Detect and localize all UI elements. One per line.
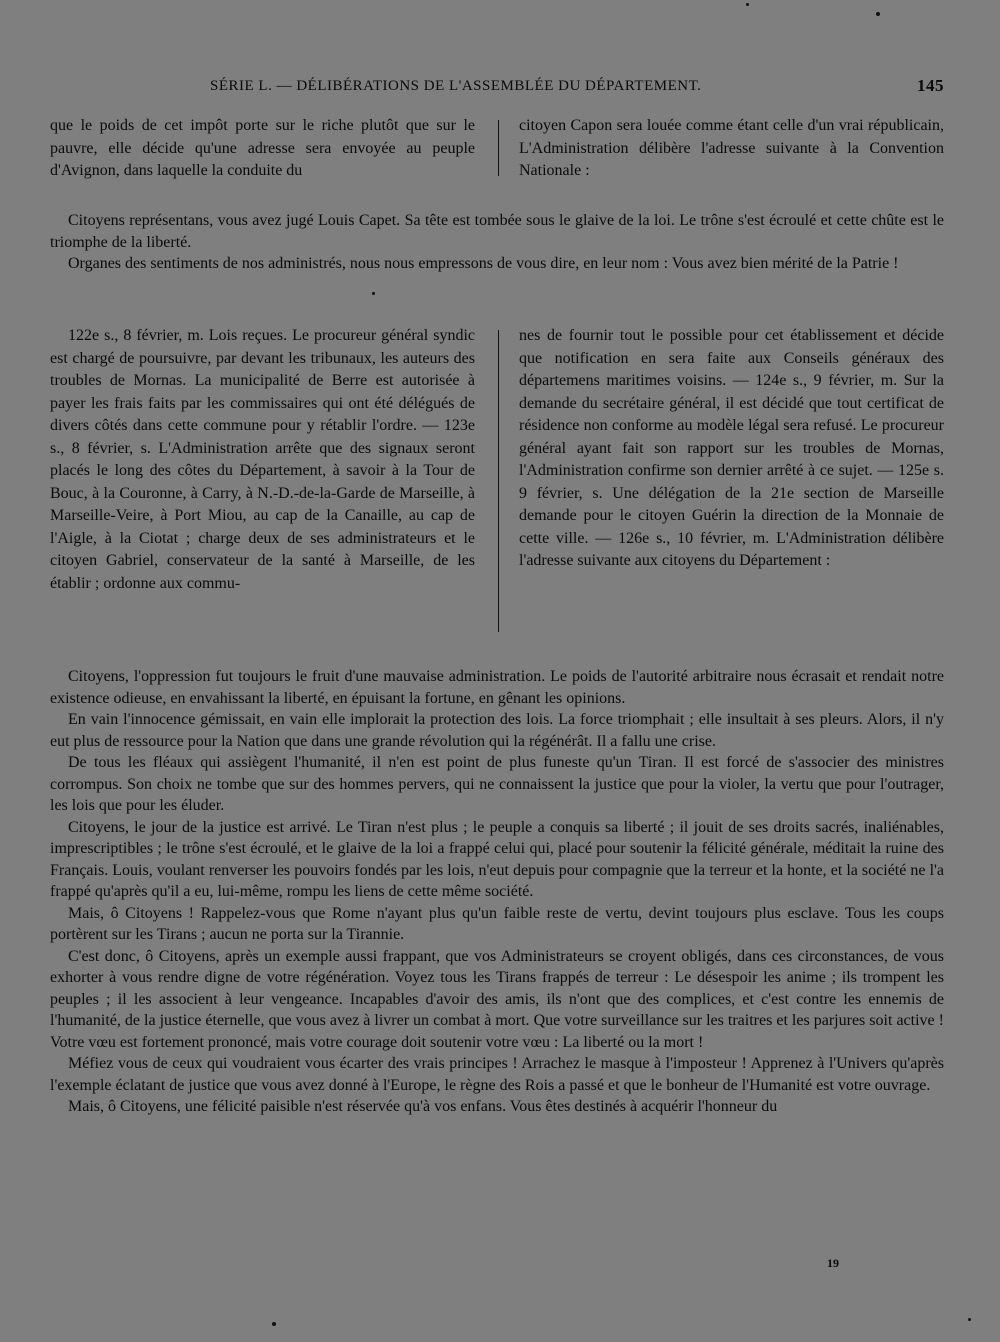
section-1-columns (50, 115, 944, 183)
address-1-paragraph: Citoyens représentans, vous avez jugé Louis Capet. Sa tête est tombée sous le glaive de la loi. Le trône s'est écroulé et cette chûte est le triomphe de la liberté. (50, 212, 944, 251)
section-2-right-column (519, 325, 944, 595)
address-2-paragraph: Méfiez vous de ceux qui voudraient vous écarter des vrais principes ! Arrachez le masque à l'imposteur ! Apprenez à l'Univers qu'après l'exemple éclatant de justice que vous avez donné à l'Europe, le règne des Rois a passé et que le bonheur de l'Humanité est votre ouvrage. (50, 1055, 944, 1094)
section-1-left-column (50, 115, 475, 183)
section-2-left-column (50, 325, 475, 595)
section-1-right-column (519, 115, 944, 183)
address-2-paragraph: Mais, ô Citoyens ! Rappelez-vous que Rome n'ayant plus qu'un faible reste de vertu, devint toujours plus esclave. Tous les coups portèrent sur les Tirans ; aucun ne porta sur la Tirannie. (50, 904, 944, 943)
address-2-paragraph: Mais, ô Citoyens, une félicité paisible n'est réservée qu'à vos enfans. Vous êtes destinés à acquérir l'honneur du (68, 1098, 778, 1115)
address-2-paragraph: Citoyens, l'oppression fut toujours le fruit d'une mauvaise administration. Le poids de l'autorité arbitraire nous écrasait et rendait notre existence odieuse, en envahissant la liberté, en épuisant la fortune, en gênant les opinions. (50, 668, 944, 707)
address-1-paragraph: Organes des sentiments de nos administrés, nous nous empressons de vous dire, en leur nom : Vous avez bien mérité de la Patrie ! (68, 255, 899, 272)
section-1-right-text: citoyen Capon sera louée comme étant celle d'un vrai républicain, L'Administration délibère l'adresse suivante à la Convention Nationale : (519, 117, 944, 179)
address-2-paragraph: En vain l'innocence gémissait, en vain elle implorait la protection des lois. La force triomphait ; elle insultait à ses pleurs. Alors, il n'y eut plus de ressource pour la Nation que dans une grande révolution qui la régénérât. Il a fallu une crise. (50, 711, 944, 750)
section-1-left-text: que le poids de cet impôt porte sur le riche plutôt que sur le pauvre, elle décide qu'une adresse sera envoyée au peuple d'Avignon, dans laquelle la conduite du (50, 117, 475, 179)
running-header (50, 76, 944, 100)
column-divider-2 (498, 330, 499, 632)
page-number: 145 (917, 76, 944, 95)
scan-speck (968, 1318, 971, 1321)
address-to-citizens (50, 666, 944, 1118)
scan-speck (372, 292, 375, 295)
address-2-paragraph: De tous les fléaux qui assiègent l'humanité, il n'en est point de plus funeste qu'un Tiran. Il est forcé de s'associer des ministres corrompus. Son choix ne tombe que sur des hommes pervers, qui ne connaissent la justice que pour la violer, la vertu que pour l'outrager, les lois que pour les éluder. (50, 754, 944, 814)
section-2-left-text: 122e s., 8 février, m. Lois reçues. Le procureur général syndic est chargé de poursuivre, par devant les tribunaux, les auteurs des troubles de Mornas. La municipalité de Berre est autorisée à payer les frais faits par les commissaires qui ont été délégués de divers côtés dans cette commune pour y rétablir l'ordre. — 123e s., 8 février, s. L'Administration arrête que des signaux seront placés le long des côtes du Département, à savoir à la Tour de Bouc, à la Couronne, à Carry, à N.-D.-de-la-Garde de Marseille, à Marseille-Veire, à Port Miou, au cap de la Canaille, au cap de l'Aigle, à la Ciotat ; charge deux de ses administrateurs et le citoyen Gabriel, conservateur de la santé à Marseille, de les établir ; ordonne aux commu- (50, 327, 475, 592)
running-title: SÉRIE L. — DÉLIBÉRATIONS DE L'ASSEMBLÉE DU DÉPARTEMENT. (210, 78, 702, 94)
section-2-right-text: nes de fournir tout le possible pour cet établissement et décide que notification en sera faite aux Conseils généraux des départemens maritimes voisins. — 124e s., 9 février, m. Sur la demande du secrétaire général, il est décidé que tout certificat de résidence non conforme au modèle légal sera refusé. Le procureur général ayant fait son rapport sur les troubles de Mornas, l'Administration confirme son dernier arrêté à ce sujet. — 125e s. 9 février, s. Une délégation de la 21e section de Marseille demande pour le citoyen Guérin la direction de la Monnaie de cette ville. — 126e s., 10 février, m. L'Administration délibère l'adresse suivante aux citoyens du Département : (519, 327, 944, 569)
scan-speck (876, 12, 880, 16)
address-2-paragraph: Citoyens, le jour de la justice est arrivé. Le Tiran n'est plus ; le peuple a conquis sa liberté ; il jouit de ses droits sacrés, inaliénables, imprescriptibles ; le trône s'est écroulé, et le glaive de la loi a frappé celui qui, placé pour soutenir la félicité générale, méditait la ruine des Français. Louis, voulant renverser les pouvoirs fondés par les lois, n'eut depuis pour compagnie que la terreur et la honte, et la société ne l'a frappé qu'après qu'il a eu, lui-même, rompu les liens de cette même société. (50, 818, 944, 900)
column-divider-1 (498, 120, 499, 176)
signature-mark: 19 (827, 1256, 839, 1270)
scan-speck (746, 3, 749, 6)
address-2-paragraph: C'est donc, ô Citoyens, après un exemple aussi frappant, que vos Administrateurs se croyent obligés, dans ces circonstances, de vous exhorter à vous rendre digne de votre régénération. Voyez tous les Tirans frappés de terreur : Le désespoir les anime ; ils trompent les peuples ; il les associent à leur vengeance. Incapables d'avoir des amis, ils n'ont que des complices, et c'est contre les ennemis de l'humanité, de la justice éternelle, que vous avez à livrer un combat à mort. Que votre surveillance sur les traitres et les parjures soit active ! Votre vœu est fortement prononcé, mais votre courage doit soutenir votre vœu : La liberté ou la mort ! (50, 947, 944, 1051)
section-2-columns (50, 325, 944, 595)
scan-speck (272, 1322, 276, 1326)
address-to-convention (50, 210, 944, 275)
